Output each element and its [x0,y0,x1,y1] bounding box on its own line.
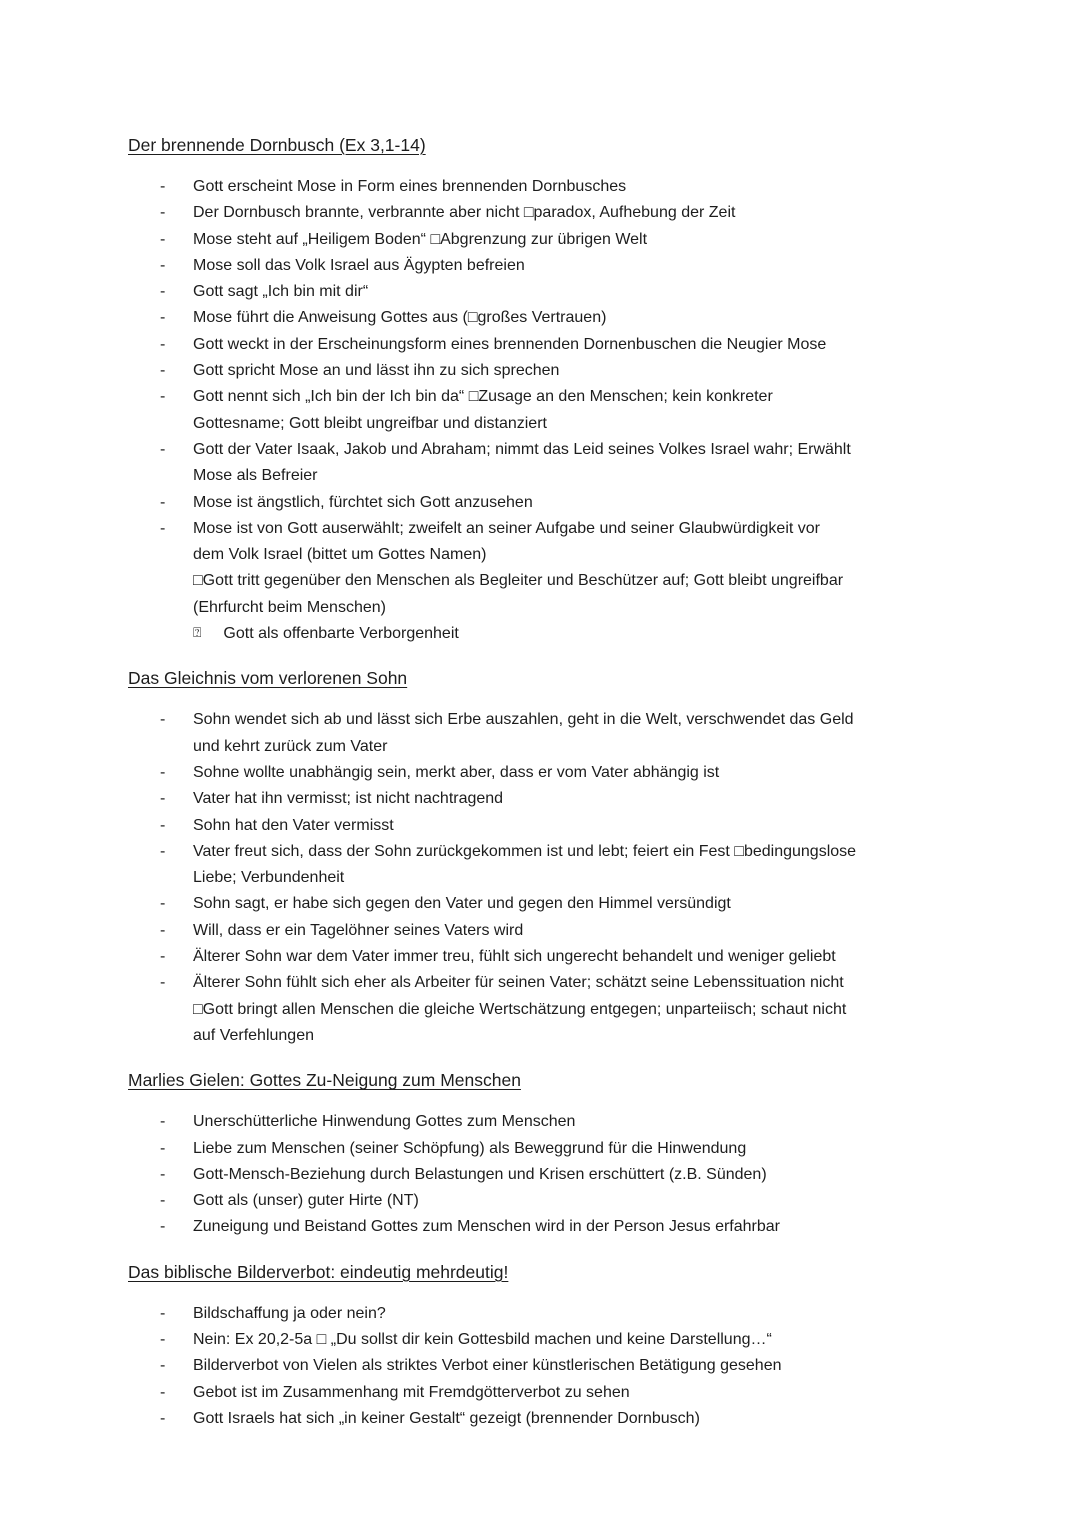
bullet-text [193,621,459,647]
bullet-text-line: auf Verfehlungen [193,1026,314,1044]
bullet-text-line: Gott nennt sich „Ich bin der Ich bin da“ □Zusage an den Menschen; kein konkreter [193,388,773,406]
bullet-item [128,384,1020,437]
bullet-text [193,1214,780,1240]
bullet-marker: - [160,283,166,301]
bullet-text [193,1301,386,1327]
bullet-marker: - [160,519,166,537]
bullet-item [128,786,1020,812]
bullet-text [193,997,846,1050]
bullet-text-line: Gottesname; Gott bleibt ungreifbar und distanziert [193,414,547,432]
bullet-text-line: Gott sagt „Ich bin mit dir“ [193,283,369,301]
bullet-text [193,568,843,621]
bullet-item [128,253,1020,279]
bullet-text-line: Sohn sagt, er habe sich gegen den Vater und gegen den Himmel versündigt [193,895,731,913]
bullet-text [193,174,626,200]
bullet-marker: - [160,309,166,327]
bullet-text-line: Gott der Vater Isaak, Jakob und Abraham; nimmt das Leid seines Volkes Israel wahr; Erwählt [193,440,851,458]
bullet-text-line: Gebot ist im Zusammenhang mit Fremdgötterverbot zu sehen [193,1383,630,1401]
bullet-text-line: Gott erscheint Mose in Form eines brennenden Dornbusches [193,178,627,195]
bullet-marker: - [160,362,166,380]
bullet-text-line: Sohn hat den Vater vermisst [193,816,394,834]
bullet-item [128,174,1020,200]
bullet-item [128,760,1020,786]
bullet-item [128,813,1020,839]
bullet-marker: - [160,230,166,248]
bullet-text-line: ⍰ Gott als offenbarte Verborgenheit [193,621,459,647]
bullet-text-line: Unerschütterliche Hinwendung Gottes zum Menschen [193,1113,576,1131]
bullet-text-line: (Ehrfurcht beim Menschen) [193,598,386,616]
bullet-marker: - [160,1357,166,1375]
bullet-item [128,1327,1020,1353]
bullet-item [128,891,1020,917]
bullet-text [193,253,525,279]
bullet-marker: - [160,204,166,222]
bullet-marker: - [160,1383,166,1401]
bullet-item [128,1380,1020,1406]
bullet-item [128,1406,1020,1432]
bullet-text-line: Sohn wendet sich ab und lässt sich Erbe auszahlen, geht in die Welt, verschwendet das Geld [193,711,854,729]
bullet-marker: - [160,974,166,992]
bullet-text-line: Mose ist ängstlich, fürchtet sich Gott anzusehen [193,493,533,511]
bullet-text [193,305,606,331]
bullet-text [193,760,719,786]
bullet-text-line: Nein: Ex 20,2-5a □ „Du sollst dir kein Gottesbild machen und keine Darstellung…“ [193,1330,772,1348]
bullet-item [128,227,1020,253]
bullet-text-line: Mose ist von Gott auserwählt; zweifelt an seiner Aufgabe und seiner Glaubwürdigkeit vor [193,519,820,537]
bullet-item [128,997,1020,1050]
bullet-text [193,1162,767,1188]
bullet-text-line: Mose soll das Volk Israel aus Ägypten befreien [193,256,525,274]
bullet-item [128,1214,1020,1240]
bullet-marker: - [160,763,166,781]
bullet-text [193,970,844,996]
section-heading: Das Gleichnis vom verlorenen Sohn [128,668,408,689]
bullet-marker: - [160,711,166,729]
bullet-text-line: Älterer Sohn war dem Vater immer treu, fühlt sich ungerecht behandelt und weniger geliebt [193,948,836,966]
bullet-item [128,279,1020,305]
bullet-text [193,358,559,384]
section [128,131,1020,647]
bullet-text-line: Zuneigung und Beistand Gottes zum Menschen wird in der Person Jesus erfahrbar [193,1218,780,1236]
bullet-list [128,1301,1020,1432]
bullet-marker: - [160,440,166,458]
bullet-text-line: Älterer Sohn fühlt sich eher als Arbeiter für seinen Vater; schätzt seine Lebenssituation nicht [193,974,844,992]
bullet-text-line: Gott-Mensch-Beziehung durch Belastungen und Krisen erschüttert (z.B. Sünden) [193,1165,767,1183]
bullet-text-line: Bilderverbot von Vielen als striktes Verbot einer künstlerischen Betätigung gesehen [193,1357,782,1375]
bullet-item [128,437,1020,490]
bullet-item [128,516,1020,569]
bullet-marker: - [160,493,166,511]
bullet-text [193,200,735,226]
bullet-text-line: Mose steht auf „Heiligem Boden“ □Abgrenzung zur übrigen Welt [193,230,648,248]
bullet-text-line: □Gott tritt gegenüber den Menschen als Begleiter und Beschützer auf; Gott bleibt ungreifbar [193,572,844,590]
bullet-item [128,1136,1020,1162]
bullet-text-line: Gott Israels hat sich „in keiner Gestalt“ gezeigt (brennender Dornbusch) [193,1409,700,1427]
bullet-text-line: Bildschaffung ja oder nein? [193,1304,386,1322]
bullet-text-line: □Gott bringt allen Menschen die gleiche Wertschätzung entgegen; unparteiisch; schaut nicht [193,1000,847,1018]
bullet-list [128,174,1020,647]
bullet-text [193,1353,782,1379]
bullet-text-line: Mose als Befreier [193,467,318,485]
bullet-marker: - [160,842,166,860]
bullet-text [193,490,533,516]
bullet-text-line: Gott als (unser) guter Hirte (NT) [193,1192,419,1210]
bullet-marker: - [160,1139,166,1157]
bullet-item [128,944,1020,970]
bullet-marker: - [160,1330,166,1348]
bullet-marker: - [160,948,166,966]
section-heading: Marlies Gielen: Gottes Zu-Neigung zum Menschen [128,1070,521,1091]
bullet-item [128,568,1020,621]
bullet-text-line: Will, dass er ein Tagelöhner seines Vaters wird [193,921,524,939]
bullet-text [193,227,647,253]
bullet-item [128,305,1020,331]
bullet-text [193,332,826,358]
bullet-text [193,279,368,305]
bullet-marker: - [160,388,166,406]
section [128,1066,1020,1240]
bullet-text [193,384,773,437]
bullet-text-line: Gott spricht Mose an und lässt ihn zu sich sprechen [193,362,560,380]
bullet-marker: - [160,895,166,913]
bullet-item [128,1162,1020,1188]
bullet-marker: - [160,790,166,808]
bullet-item [128,918,1020,944]
bullet-text [193,1406,700,1432]
bullet-list [128,707,1020,1049]
bullet-text [193,1327,772,1353]
bullet-text [193,839,856,892]
bullet-text [193,1380,630,1406]
bullet-marker: - [160,335,166,353]
bullet-marker: - [160,1113,166,1131]
bullet-item [128,1188,1020,1214]
bullet-item [128,970,1020,996]
bullet-item [128,621,1020,647]
bullet-marker: - [160,816,166,834]
bullet-item [128,1109,1020,1135]
bullet-text [193,437,851,490]
section-heading: Das biblische Bilderverbot: eindeutig mehrdeutig! [128,1261,509,1282]
bullet-item [128,1301,1020,1327]
bullet-text-line: Vater hat ihn vermisst; ist nicht nachtragend [193,790,504,808]
bullet-item [128,839,1020,892]
bullet-text-line: Sohne wollte unabhängig sein, merkt aber, dass er vom Vater abhängig ist [193,763,720,781]
bullet-text-line: und kehrt zurück zum Vater [193,737,388,755]
question-box-glyph: ⍰ [193,625,202,642]
bullet-text-line: Vater freut sich, dass der Sohn zurückgekommen ist und lebt; feiert ein Fest □bedingungslose [193,842,857,860]
bullet-text [193,1136,746,1162]
bullet-text-line: dem Volk Israel (bittet um Gottes Namen) [193,546,487,564]
bullet-item [128,707,1020,760]
bullet-list [128,1109,1020,1240]
section-heading: Der brennende Dornbusch (Ex 3,1-14) [128,135,426,155]
bullet-text [193,813,394,839]
bullet-text-line: Liebe; Verbundenheit [193,869,345,887]
bullet-item [128,332,1020,358]
bullet-marker: - [160,1409,166,1427]
bullet-text [193,918,523,944]
bullet-item [128,490,1020,516]
bullet-text [193,1109,575,1135]
bullet-item [128,1353,1020,1379]
bullet-marker: - [160,1304,166,1322]
bullet-text [193,786,503,812]
bullet-marker: - [160,1165,166,1183]
bullet-marker: - [160,256,166,274]
bullet-marker: - [160,1192,166,1210]
bullet-text-line: Der Dornbusch brannte, verbrannte aber nicht □paradox, Aufhebung der Zeit [193,204,736,222]
bullet-marker: - [160,178,166,195]
bullet-marker: - [160,921,166,939]
bullet-text [193,516,820,569]
bullet-item [128,358,1020,384]
bullet-marker: - [160,1218,166,1236]
bullet-text-line: Mose führt die Anweisung Gottes aus (□großes Vertrauen) [193,309,607,327]
bullet-text [193,1188,419,1214]
bullet-item [128,200,1020,226]
bullet-text-line: Liebe zum Menschen (seiner Schöpfung) als Beweggrund für die Hinwendung [193,1139,747,1157]
bullet-text [193,707,854,760]
bullet-text-line: Gott weckt in der Erscheinungsform eines brennenden Dornenbuschen die Neugier Mose [193,335,827,353]
section [128,664,1020,1049]
section [128,1258,1020,1432]
bullet-text [193,944,836,970]
bullet-text [193,891,731,917]
